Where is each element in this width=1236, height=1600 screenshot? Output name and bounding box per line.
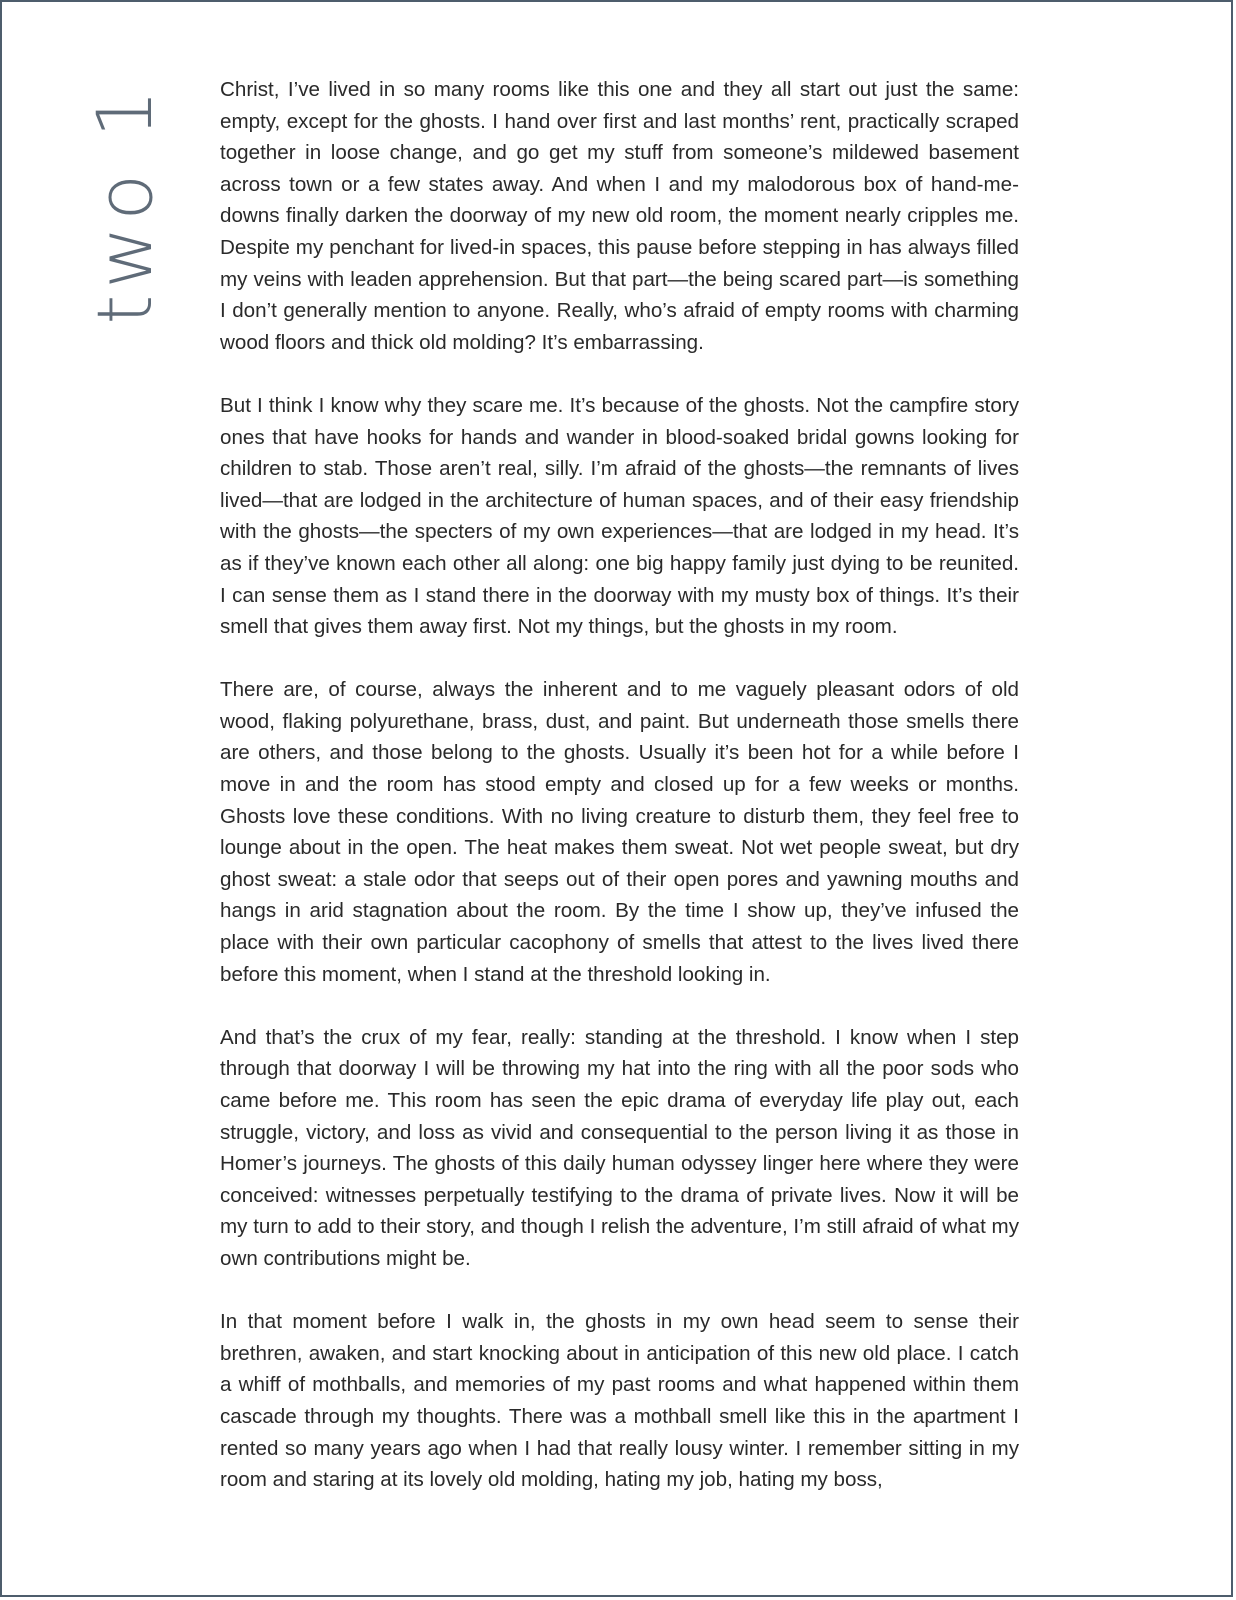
chapter-heading xyxy=(80,74,170,334)
paragraph: Christ, I’ve lived in so many rooms like this one and they all start out just the same: empty, except for the ghosts. I hand over first and last months’ rent, practically scraped together in loose change, and go get my stuff from someone’s mildewed basement across town or a few states away. And when I and my malodorous box of hand-me-downs finally darken the doorway of my new old room, the moment nearly cripples me. Despite my penchant for lived-in spaces, this pause before stepping in has always filled my veins with leaden apprehension. But that part—the being scared part—is something I don’t generally mention to anyone. Really, who’s afraid of empty rooms with charming wood floors and thick old molding? It’s embarrassing. xyxy=(220,78,1019,354)
paragraph: But I think I know why they scare me. It’s because of the ghosts. Not the campfire story ones that have hooks for hands and wander in blood-soaked bridal gowns looking for children to stab. Those aren’t real, silly. I’m afraid of the ghosts—the remnants of lives lived—that are lodged in the architecture of human spaces, and of their easy friendship with the ghosts—the specters of my own experiences—that are lodged in my head. It’s as if they’ve known each other all along: one big happy family just dying to be reunited. I can sense them as I stand there in the doorway with my musty box of things. It’s their smell that gives them away first. Not my things, but the ghosts in my room. xyxy=(220,393,1019,639)
chapter-title-text: two 1 xyxy=(80,83,169,325)
paragraph: In that moment before I walk in, the ghosts in my own head seem to sense their brethren, awaken, and start knocking about in anticipation of this new old place. I catch a whiff of mothballs, and memories of my past rooms and what happened within them cascade through my thoughts. There was a mothball smell like this in the apartment I rented so many years ago when I had that really lousy winter. I remember sitting in my room and staring at its lovely old molding, hating my job, hating my boss, xyxy=(220,1310,1019,1492)
paragraph: And that’s the crux of my fear, really: standing at the threshold. I know when I step through that doorway I will be throwing my hat into the ring with all the poor sods who came before me. This room has seen the epic drama of everyday life play out, each struggle, victory, and loss as vivid and consequential to the person living it as those in Homer’s journeys. The ghosts of this daily human odyssey linger here where they were conceived: witnesses perpetually testifying to the drama of private lives. Now it will be my turn to add to their story, and though I relish the adventure, I’m still afraid of what my own contributions might be. xyxy=(220,1025,1019,1270)
chapter-body xyxy=(220,74,1019,1527)
paragraph: There are, of course, always the inherent and to me vaguely pleasant odors of old wood, flaking polyurethane, brass, dust, and paint. But underneath those smells there are others, and those belong to the ghosts. Usually it’s been hot for a while before I move in and the room has stood empty and closed up for a few weeks or months. Ghosts love these conditions. With no living creature to disturb them, they feel free to lounge about in the open. The heat makes them sweat. Not wet people sweat, but dry ghost sweat: a stale odor that seeps out of their open pores and yawning mouths and hangs in arid stagnation about the room. By the time I show up, they’ve infused the place with their own particular cacophony of smells that attest to the lives lived there before this moment, when I stand at the threshold looking in. xyxy=(220,678,1019,986)
